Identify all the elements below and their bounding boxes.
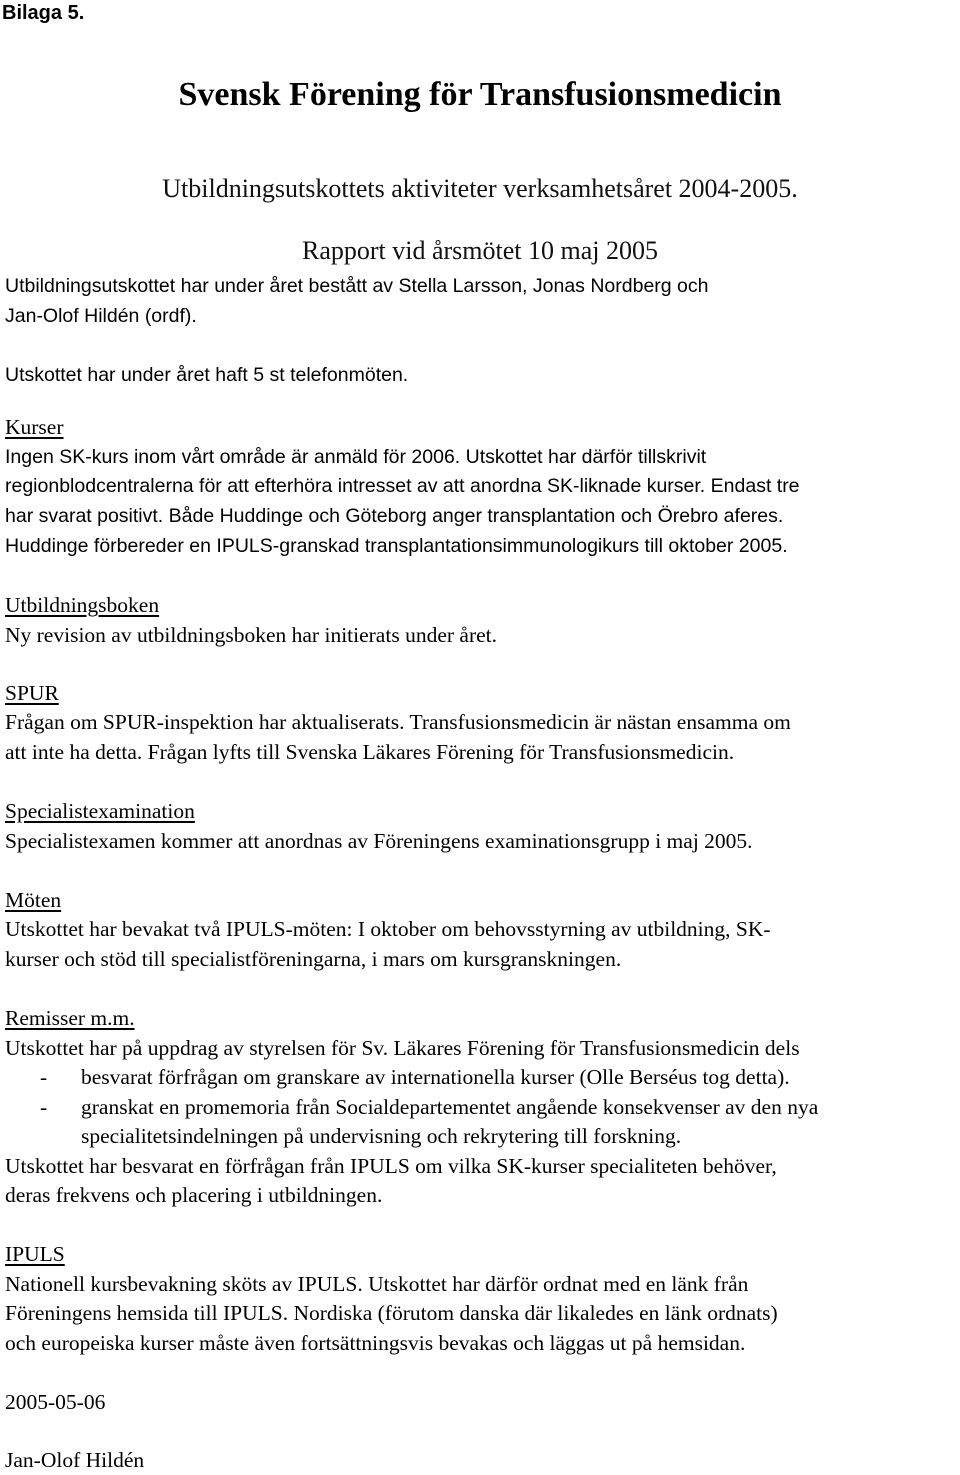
moten-line: Utskottet har bevakat två IPULS-möten: I oktober om behovsstyrning av utbildning, SK- (5, 917, 771, 941)
spur-line: Frågan om SPUR-inspektion har aktualiserats. Transfusionsmedicin är nästan ensamma om (5, 710, 791, 734)
remisser-line: deras frekvens och placering i utbildningen. (5, 1183, 383, 1207)
remisser-line: Utskottet har besvarat en förfrågan från IPULS om vilka SK-kurser specialiteten behöver, (5, 1154, 777, 1178)
kurser-line: regionblodcentralerna för att efterhöra intresset av att anordna SK-liknade kurser. Endast tre (5, 475, 800, 497)
signature: Jan-Olof Hildén (5, 1448, 145, 1472)
remisser-intro: Utskottet har på uppdrag av styrelsen för Sv. Läkares Förening för Transfusionsmedicin dels (5, 1036, 800, 1060)
page-title: Svensk Förening för Transfusionsmedicin (178, 76, 782, 113)
intro-line-2: Jan-Olof Hildén (ordf). (5, 305, 197, 327)
bullet-continuation: specialitetsindelningen på undervisning och rekrytering till forskning. (81, 1124, 682, 1148)
subtitle-report: Rapport vid årsmötet 10 maj 2005 (301, 236, 658, 265)
section-heading-moten: Möten (5, 888, 62, 912)
bullet-item: besvarat förfrågan om granskare av internationella kurser (Olle Berséus tog detta). (81, 1065, 790, 1089)
section-heading-remisser: Remisser m.m. (5, 1006, 135, 1030)
appendix-label: Bilaga 5. (2, 2, 85, 24)
moten-line: kurser och stöd till specialistföreningarna, i mars om kursgranskningen. (5, 947, 622, 971)
ipuls-line: och europeiska kurser måste även fortsättningsvis bevakas och läggas ut på hemsidan. (5, 1331, 746, 1355)
bullet-dash: - (40, 1065, 48, 1089)
specialistexamination-line: Specialistexamen kommer att anordnas av Föreningens examinationsgrupp i maj 2005. (5, 829, 753, 853)
meetings-line: Utskottet har under året haft 5 st telefonmöten. (5, 364, 409, 386)
intro-line-1: Utbildningsutskottet har under året bestått av Stella Larsson, Jonas Nordberg och (5, 275, 709, 297)
spur-line: att inte ha detta. Frågan lyfts till Svenska Läkares Förening för Transfusionsmedicin. (5, 740, 735, 764)
ipuls-line: Föreningens hemsida till IPULS. Nordiska (förutom danska där likaledes en länk ordnats) (5, 1301, 778, 1325)
utbildningsboken-line: Ny revision av utbildningsboken har initierats under året. (5, 623, 497, 647)
kurser-line: har svarat positivt. Både Huddinge och Göteborg anger transplantation och Örebro aferes. (5, 505, 784, 527)
kurser-line: Ingen SK-kurs inom vårt område är anmäld för 2006. Utskottet har därför tillskrivit (5, 446, 707, 468)
section-heading-kurser: Kurser (5, 415, 64, 439)
section-heading-ipuls: IPULS (5, 1242, 65, 1266)
subtitle-activities: Utbildningsutskottets aktiviteter verksamhetsåret 2004-2005. (162, 174, 798, 203)
report-date: 2005-05-06 (5, 1390, 106, 1414)
section-heading-utbildningsboken: Utbildningsboken (5, 593, 160, 617)
kurser-line: Huddinge förbereder en IPULS-granskad transplantationsimmunologikurs till oktober 2005. (5, 535, 788, 557)
bullet-item: granskat en promemoria från Socialdepartementet angående konsekvenser av den nya (81, 1095, 819, 1119)
section-heading-spur: SPUR (5, 681, 59, 705)
ipuls-line: Nationell kursbevakning sköts av IPULS. Utskottet har därför ordnat med en länk från (5, 1272, 749, 1296)
section-heading-specialistexamination: Specialistexamination (5, 799, 195, 823)
bullet-dash: - (40, 1095, 48, 1119)
